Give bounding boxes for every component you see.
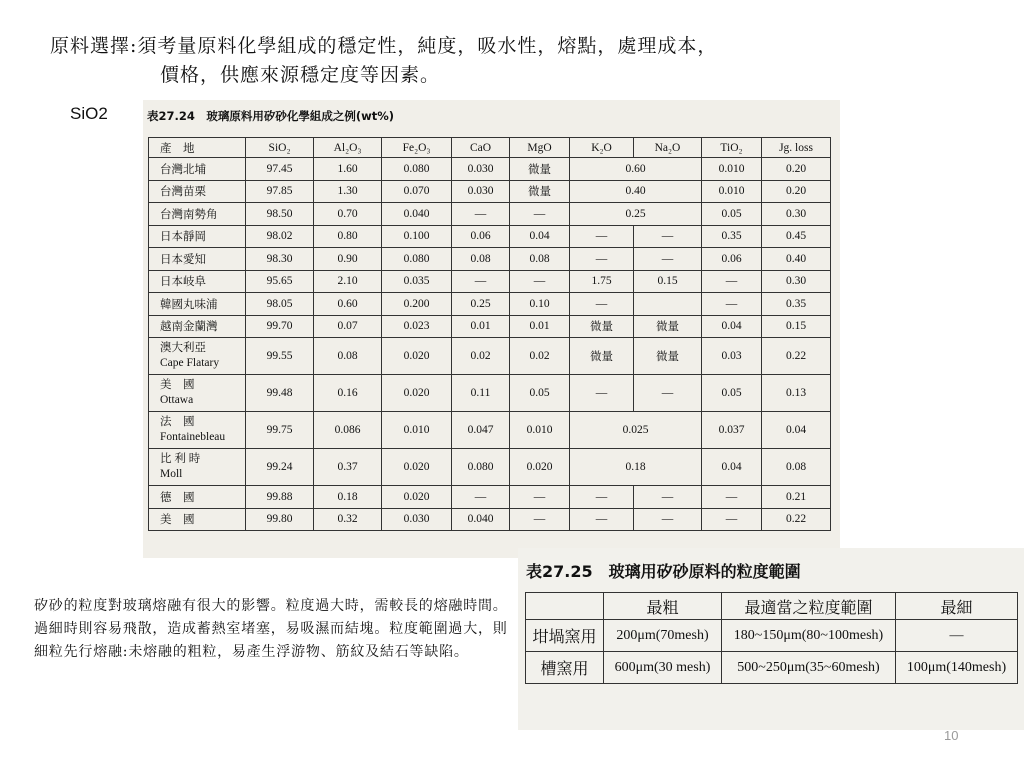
table-row <box>149 270 831 293</box>
value-cell: 0.15 <box>762 315 831 338</box>
table-row <box>149 225 831 248</box>
value-cell: 200μm(70mesh) <box>604 620 722 652</box>
origin-name: 台灣南勢角 <box>160 206 218 221</box>
value-cell: 微量 <box>634 315 702 338</box>
value-cell: 0.05 <box>510 375 570 412</box>
value-cell: 0.70 <box>314 203 382 226</box>
merged-alkali-cell: 0.25 <box>570 203 702 226</box>
origin-cell <box>149 158 246 181</box>
silica-sand-composition-table <box>148 137 831 531</box>
column-header: 產 地 <box>149 138 246 158</box>
furnace-type-cell: 槽窯用 <box>526 652 604 684</box>
value-cell: 0.02 <box>510 338 570 375</box>
value-cell: 0.037 <box>702 412 762 449</box>
value-cell: 98.02 <box>246 225 314 248</box>
value-cell: 0.08 <box>452 248 510 271</box>
value-cell: 0.11 <box>452 375 510 412</box>
origin-name-latin: Cape Flatary <box>160 357 220 369</box>
value-cell: 0.047 <box>452 412 510 449</box>
value-cell: 99.70 <box>246 315 314 338</box>
origin-cell <box>149 293 246 316</box>
value-cell: 0.30 <box>762 203 831 226</box>
origin-cell <box>149 338 246 375</box>
value-cell: 0.60 <box>314 293 382 316</box>
value-cell: — <box>510 203 570 226</box>
table-row <box>526 620 1018 652</box>
value-cell: — <box>634 508 702 531</box>
origin-cell <box>149 270 246 293</box>
value-cell: — <box>570 375 634 412</box>
origin-cell <box>149 375 246 412</box>
value-cell: — <box>896 620 1018 652</box>
table-row <box>149 412 831 449</box>
table-row <box>149 203 831 226</box>
value-cell: 0.21 <box>762 486 831 509</box>
value-cell: 微量 <box>510 180 570 203</box>
value-cell: — <box>510 270 570 293</box>
origin-cell <box>149 508 246 531</box>
value-cell: 0.010 <box>382 412 452 449</box>
origin-cell <box>149 449 246 486</box>
value-cell: 0.13 <box>762 375 831 412</box>
value-cell: — <box>510 486 570 509</box>
value-cell: 0.040 <box>452 508 510 531</box>
value-cell: 0.35 <box>762 293 831 316</box>
origin-cell <box>149 180 246 203</box>
value-cell: 0.080 <box>382 248 452 271</box>
value-cell: 微量 <box>570 315 634 338</box>
origin-cell <box>149 315 246 338</box>
origin-name: 日本岐阜 <box>160 274 206 289</box>
origin-name: 日本靜岡 <box>160 229 206 244</box>
value-cell: — <box>452 203 510 226</box>
value-cell <box>634 293 702 316</box>
value-cell: 0.020 <box>382 338 452 375</box>
value-cell: 0.020 <box>382 486 452 509</box>
value-cell: 0.030 <box>452 180 510 203</box>
origin-name: 比 利 時 <box>160 453 201 465</box>
merged-alkali-cell: 0.18 <box>570 449 702 486</box>
value-cell: 0.10 <box>510 293 570 316</box>
value-cell: 0.023 <box>382 315 452 338</box>
value-cell: 98.30 <box>246 248 314 271</box>
slide-title <box>50 32 717 90</box>
merged-alkali-cell: 0.60 <box>570 158 702 181</box>
table-row <box>149 486 831 509</box>
table-row <box>149 180 831 203</box>
title-line-1: 原料選擇:須考量原料化學組成的穩定性，純度，吸水性，熔點，處理成本， <box>50 35 718 57</box>
value-cell: 1.75 <box>570 270 634 293</box>
column-header: CaO <box>452 138 510 158</box>
value-cell: 99.88 <box>246 486 314 509</box>
origin-name: 台灣北埔 <box>160 161 206 176</box>
value-cell: 0.18 <box>314 486 382 509</box>
value-cell: 0.90 <box>314 248 382 271</box>
column-header: TiO₂ <box>702 138 762 158</box>
value-cell: — <box>702 508 762 531</box>
value-cell: 0.020 <box>510 449 570 486</box>
value-cell: — <box>570 486 634 509</box>
value-cell: — <box>510 508 570 531</box>
value-cell: 2.10 <box>314 270 382 293</box>
origin-name: 美 國 <box>160 379 195 391</box>
value-cell: 1.30 <box>314 180 382 203</box>
value-cell: 180~150μm(80~100mesh) <box>722 620 896 652</box>
value-cell: 0.030 <box>452 158 510 181</box>
table-row <box>149 248 831 271</box>
value-cell: — <box>452 486 510 509</box>
table-row <box>149 315 831 338</box>
column-header: Jg. loss <box>762 138 831 158</box>
value-cell: 0.035 <box>382 270 452 293</box>
origin-name-latin: Moll <box>160 468 183 480</box>
value-cell: — <box>634 486 702 509</box>
value-cell: 0.010 <box>510 412 570 449</box>
origin-name: 美 國 <box>160 512 195 527</box>
value-cell: 0.020 <box>382 449 452 486</box>
value-cell: 99.80 <box>246 508 314 531</box>
value-cell: 0.25 <box>452 293 510 316</box>
origin-cell <box>149 225 246 248</box>
value-cell: 微量 <box>570 338 634 375</box>
value-cell: 0.200 <box>382 293 452 316</box>
value-cell: 0.080 <box>452 449 510 486</box>
section-label: SiO2 <box>70 104 108 123</box>
value-cell: 0.01 <box>510 315 570 338</box>
value-cell: 99.75 <box>246 412 314 449</box>
value-cell: — <box>570 293 634 316</box>
value-cell: 0.37 <box>314 449 382 486</box>
merged-alkali-cell: 0.025 <box>570 412 702 449</box>
value-cell: 0.01 <box>452 315 510 338</box>
origin-name: 法 國 <box>160 416 195 428</box>
value-cell: 0.010 <box>702 180 762 203</box>
origin-cell <box>149 248 246 271</box>
value-cell: — <box>702 270 762 293</box>
value-cell: 0.15 <box>634 270 702 293</box>
value-cell: 0.04 <box>510 225 570 248</box>
table-row <box>149 338 831 375</box>
value-cell: 0.04 <box>702 315 762 338</box>
origin-name: 日本愛知 <box>160 251 206 266</box>
column-header: Fe₂O₃ <box>382 138 452 158</box>
table-row <box>149 158 831 181</box>
value-cell: — <box>570 508 634 531</box>
value-cell: 0.06 <box>702 248 762 271</box>
origin-name: 越南金蘭灣 <box>160 319 218 334</box>
value-cell: 600μm(30 mesh) <box>604 652 722 684</box>
merged-alkali-cell: 0.40 <box>570 180 702 203</box>
value-cell: 0.35 <box>702 225 762 248</box>
column-header: SiO₂ <box>246 138 314 158</box>
value-cell: 0.20 <box>762 158 831 181</box>
table1-caption: 表27.24 玻璃原料用矽砂化學組成之例(wt%) <box>147 109 395 123</box>
value-cell: 95.65 <box>246 270 314 293</box>
value-cell: 0.07 <box>314 315 382 338</box>
value-cell: 1.60 <box>314 158 382 181</box>
furnace-type-cell: 坩堝窯用 <box>526 620 604 652</box>
value-cell: 97.85 <box>246 180 314 203</box>
value-cell: 0.30 <box>762 270 831 293</box>
column-header: 最粗 <box>604 593 722 620</box>
table-header-row <box>526 593 1018 620</box>
value-cell: — <box>702 293 762 316</box>
value-cell: 98.05 <box>246 293 314 316</box>
column-header: Na₂O <box>634 138 702 158</box>
column-header: Al₂O₃ <box>314 138 382 158</box>
value-cell: 0.020 <box>382 375 452 412</box>
value-cell: 0.32 <box>314 508 382 531</box>
value-cell: 99.55 <box>246 338 314 375</box>
table-row <box>149 375 831 412</box>
origin-name: 德 國 <box>160 489 195 504</box>
value-cell: — <box>570 248 634 271</box>
value-cell: — <box>570 225 634 248</box>
value-cell: 0.05 <box>702 375 762 412</box>
value-cell: 0.05 <box>702 203 762 226</box>
origin-cell <box>149 203 246 226</box>
value-cell: 500~250μm(35~60mesh) <box>722 652 896 684</box>
page-number: 10 <box>944 728 959 743</box>
value-cell: 97.45 <box>246 158 314 181</box>
value-cell: — <box>634 225 702 248</box>
value-cell: 0.02 <box>452 338 510 375</box>
value-cell: 100μm(140mesh) <box>896 652 1018 684</box>
value-cell: — <box>452 270 510 293</box>
value-cell: 0.08 <box>762 449 831 486</box>
value-cell: 0.08 <box>510 248 570 271</box>
table-row <box>149 508 831 531</box>
value-cell: 0.45 <box>762 225 831 248</box>
title-line-2: 價格，供應來源穩定度等因素。 <box>160 64 441 86</box>
value-cell: 0.06 <box>452 225 510 248</box>
origin-name: 韓國丸味浦 <box>160 296 218 311</box>
value-cell: — <box>634 375 702 412</box>
value-cell: — <box>702 486 762 509</box>
value-cell: 0.080 <box>382 158 452 181</box>
value-cell: 0.04 <box>762 412 831 449</box>
origin-name: 台灣苗栗 <box>160 184 206 199</box>
value-cell: 0.010 <box>702 158 762 181</box>
column-header: MgO <box>510 138 570 158</box>
table-row <box>149 293 831 316</box>
value-cell: 99.24 <box>246 449 314 486</box>
table-row <box>149 449 831 486</box>
value-cell: 0.030 <box>382 508 452 531</box>
value-cell: 0.100 <box>382 225 452 248</box>
column-header <box>526 593 604 620</box>
value-cell: 0.08 <box>314 338 382 375</box>
origin-name: 澳大利亞 <box>160 342 206 354</box>
value-cell: 微量 <box>634 338 702 375</box>
value-cell: 0.22 <box>762 508 831 531</box>
grain-size-range-table <box>525 592 1018 684</box>
value-cell: 0.070 <box>382 180 452 203</box>
origin-cell <box>149 412 246 449</box>
scanned-table-27-25 <box>518 548 1024 730</box>
value-cell: — <box>634 248 702 271</box>
table-row <box>526 652 1018 684</box>
column-header: 最適當之粒度範圍 <box>722 593 896 620</box>
value-cell: 0.086 <box>314 412 382 449</box>
value-cell: 99.48 <box>246 375 314 412</box>
table-header-row <box>149 138 831 158</box>
value-cell: 0.040 <box>382 203 452 226</box>
value-cell: 98.50 <box>246 203 314 226</box>
scanned-table-27-24 <box>143 100 840 558</box>
granularity-paragraph: 矽砂的粒度對玻璃熔融有很大的影響。粒度過大時，需較長的熔融時間。過細時則容易飛散，造成蓄熱室堵塞，易吸濕而結塊。粒度範圍過大，則細粒先行熔融:未熔融的粗粒，易產生浮游物、筋紋及結石等缺陷。 <box>34 598 508 660</box>
value-cell: 0.20 <box>762 180 831 203</box>
origin-cell <box>149 486 246 509</box>
value-cell: 0.22 <box>762 338 831 375</box>
column-header: K₂O <box>570 138 634 158</box>
value-cell: 0.40 <box>762 248 831 271</box>
table2-caption: 表27.25 玻璃用矽砂原料的粒度範圍 <box>526 562 801 581</box>
value-cell: 0.03 <box>702 338 762 375</box>
origin-name-latin: Fontainebleau <box>160 431 226 443</box>
value-cell: 0.80 <box>314 225 382 248</box>
origin-name-latin: Ottawa <box>160 394 194 406</box>
value-cell: 0.16 <box>314 375 382 412</box>
value-cell: 微量 <box>510 158 570 181</box>
column-header: 最細 <box>896 593 1018 620</box>
value-cell: 0.04 <box>702 449 762 486</box>
